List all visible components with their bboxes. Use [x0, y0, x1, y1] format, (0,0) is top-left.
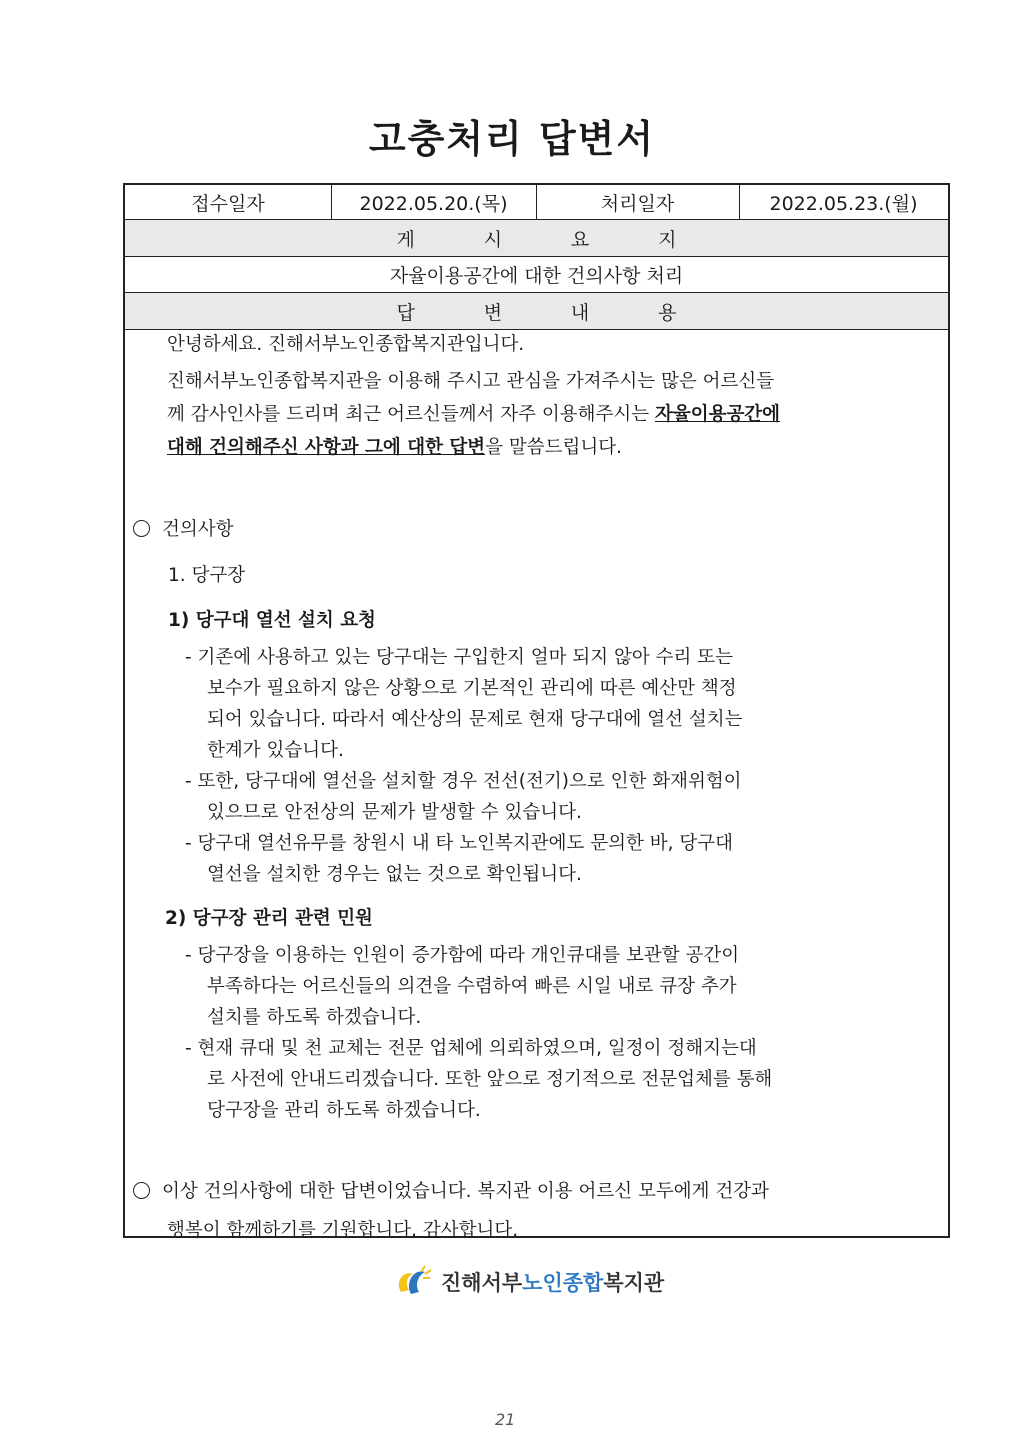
bullet-item: - 현재 큐대 및 천 교체는 전문 업체에 의뢰하였으며, 일정이 정해지는대 로 사전에 안내드리겠습니다. 또한 앞으로 정기적으로 전문업체를 통해 당구장을 관리 하도록 하겠습니다.	[185, 1038, 773, 1121]
item2-bullets	[185, 940, 895, 1126]
item2-title: 2) 당구장 관리 관련 민원	[165, 908, 373, 929]
item1-bullets	[185, 642, 895, 890]
received-label: 접수일자	[125, 185, 332, 219]
date-row	[125, 185, 948, 220]
received-date: 2022.05.20.(목)	[331, 185, 537, 219]
circle-bullet-icon	[133, 1182, 150, 1199]
summary-label: 게 시 요 지	[396, 228, 677, 251]
summary-row	[125, 257, 948, 293]
processed-date: 2022.05.23.(월)	[769, 192, 918, 215]
logo-icon	[393, 1262, 435, 1302]
section-heading: 건의사항	[133, 514, 233, 545]
item1-title: 1) 당구대 열선 설치 요청	[168, 610, 376, 631]
bullet-item: - 또한, 당구대에 열선을 설치할 경우 전선(전기)으로 인한 화재위험이 있으므로 안전상의 문제가 발생할 수 있습니다.	[185, 771, 742, 823]
answer-header	[125, 293, 948, 330]
logo-text: 진해서부노인종합복지관	[441, 1271, 665, 1295]
intro-paragraph: 안녕하세요. 진해서부노인종합복지관입니다. 진해서부노인종합복지관을 이용해 주시고 관심을 가져주시는 많은 어르신들 께 감사인사를 드리며 최근 어르신들께서 자주 이용해주시는 자율이용공간에 대해 건의해주신 사항과 그에 대한 답변을 말씀드립니다.	[167, 334, 781, 458]
processed-label: 처리일자	[536, 185, 740, 219]
answer-label: 답 변 내 용	[396, 301, 677, 324]
subsection-billiards: 1. 당구장	[168, 565, 246, 586]
bullet-item: - 당구대 열선유무를 창원시 내 타 노인복지관에도 문의한 바, 당구대 열선을 설치한 경우는 없는 것으로 확인됩니다.	[185, 833, 734, 885]
summary-header	[125, 220, 948, 257]
document-title: 고충처리 답변서	[368, 117, 656, 161]
closing-paragraph: 이상 건의사항에 대한 답변이었습니다. 복지관 이용 어르신 모두에게 건강과 행복이 함께하기를 기원합니다. 감사합니다.	[133, 1176, 948, 1246]
summary-text: 자율이용공간에 대한 건의사항 처리	[389, 265, 684, 287]
bullet-item: - 기존에 사용하고 있는 당구대는 구입한지 얼마 되지 않아 수리 또는 보수가 필요하지 않은 상황으로 기본적인 관리에 따른 예산만 책정 되어 있습니다. 따라서 예산상의 문제로 현재 당구대에 열선 설치는 한계가 있습니다.	[185, 647, 743, 761]
bullet-item: - 당구장을 이용하는 인원이 증가함에 따라 개인큐대를 보관할 공간이 부족하다는 어르신들의 의견을 수렴하여 빠른 시일 내로 큐장 추가 설치를 하도록 하겠습니다.	[185, 945, 740, 1028]
organization-logo	[393, 1262, 664, 1302]
circle-bullet-icon	[133, 520, 150, 537]
page-number: 21	[495, 1410, 516, 1429]
